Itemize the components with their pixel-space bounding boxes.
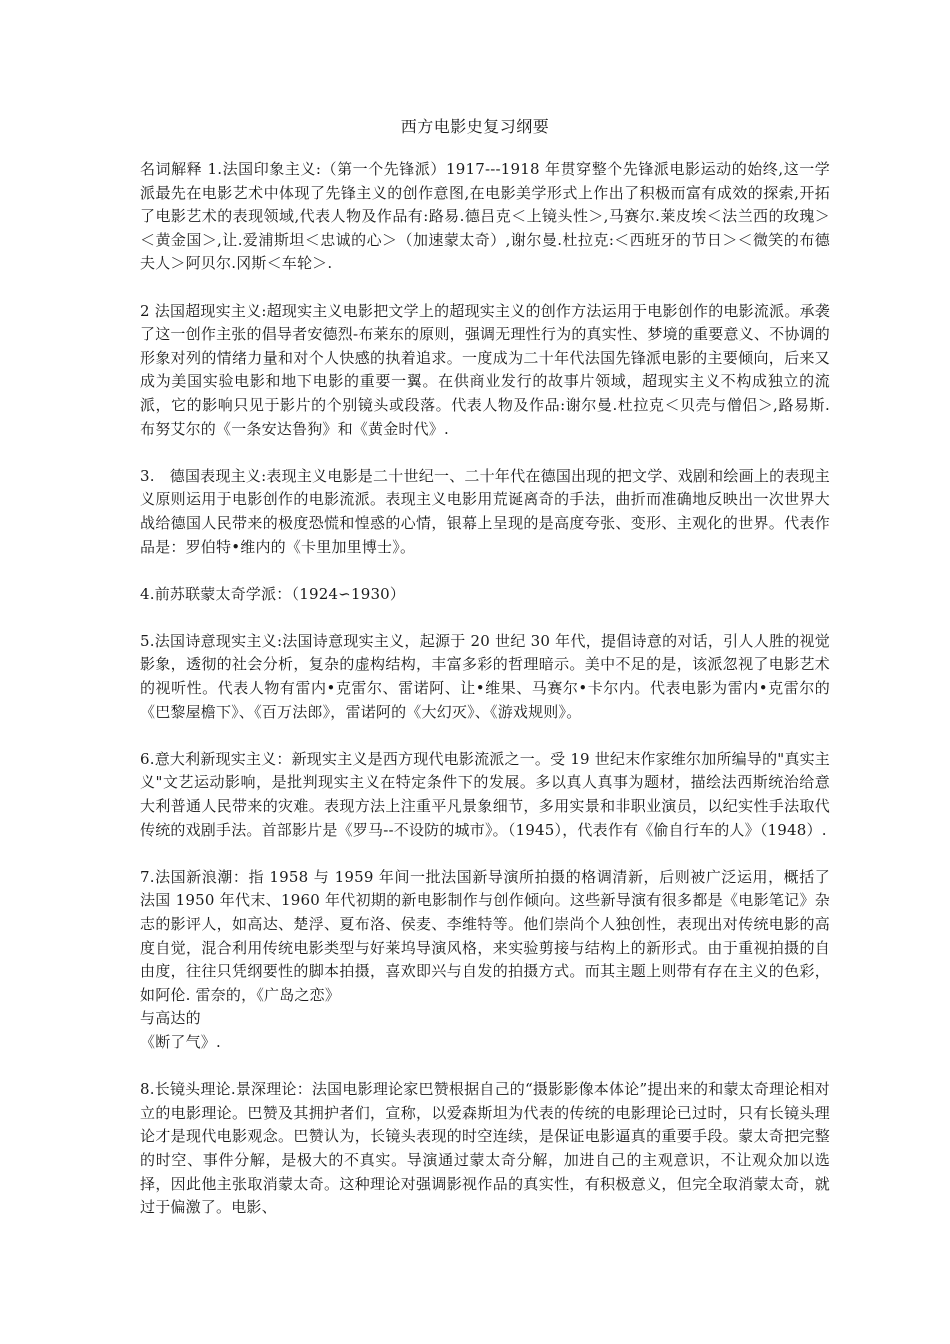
paragraph-soviet-montage: 4.前苏联蒙太奇学派：（1924∽1930）: [140, 584, 406, 603]
paragraph-french-surrealism: 2 法国超现实主义:超现实主义电影把文学上的超现实主义的创作方法运用于电影创作的电影流派。承袭了这一创作主张的倡导者安德烈-布莱东的原则，强调无理性行为的真实性、梦境的重要意义、不协调的形象对列的情绪力量和对个人快感的执着追求。一度成为二十年代法国先锋派电影的主要倾向，后来又成为美国实验电影和地下电影的重要一翼。在供商业发行的故事片领域，超现实主义不构成独立的流派，它的影响只见于影片的个别镜头或段落。代表人物及作品:谢尔曼.杜拉克＜贝壳与僧侣＞,路易斯. 布努艾尔的《一条安达鲁狗》和《黄金时代》.: [140, 301, 835, 438]
document-body: [140, 158, 835, 1243]
paragraph-french-new-wave: 7.法国新浪潮：指 1958 与 1959 年间一批法国新导演所拍摄的格调清新，后则被广泛运用，概括了法国 1950 年代末、1960 年代初期的新电影制作与创作倾向。这些新导演有很多都是《电影笔记》杂志的影评人，如高达、楚浮、夏布洛、侯麦、李维特等。他们崇尚个人独创性，表现出对传统电影的高度自觉，混合利用传统电影类型与好莱坞导演风格，来实验剪接与结构上的新形式。由于重视拍摄的自由度，往往只凭纲要性的脚本拍摄，喜欢即兴与自发的拍摄方式。而其主题上则带有存在主义的色彩，如阿伦. 雷奈的，《广岛之恋》: [140, 867, 830, 1004]
paragraph-italian-neorealism: 6.意大利新现实主义：新现实主义是西方现代电影流派之一。受 19 世纪末作家维尔加所编导的"真实主义"文艺运动影响，是批判现实主义在特定条件下的发展。多以真人真事为题材，描绘法西斯统治给意大利普通人民带来的灾难。表现方法上注重平凡景象细节，多用实景和非职业演员，以纪实性手法取代传统的戏剧手法。首部影片是《罗马--不设防的城市》。（1945），代表作有《偷自行车的人》（1948）.: [140, 749, 830, 839]
paragraph-long-take-theory: 8.长镜头理论.景深理论：法国电影理论家巴赞根据自己的“摄影影像本体论”提出来的和蒙太奇理论相对立的电影理论。巴赞及其拥护者们，宣称，以爱森斯坦为代表的传统的电影理论已过时，只有长镜头理论才是现代电影观念。巴赞认为，长镜头表现的时空连续，是保证电影逼真的重要手段。蒙太奇把完整的时空、事件分解，是极大的不真实。导演通过蒙太奇分解，加进自己的主观意识，不让观众加以选择，因此他主张取消蒙太奇。这种理论对强调影视作品的真实性，有积极意义，但完全取消蒙太奇，就过于偏激了。电影、: [140, 1080, 830, 1217]
paragraph-poetic-realism: 5.法国诗意现实主义:法国诗意现实主义，起源于 20 世纪 30 年代，提倡诗意的对话，引人人胜的视觉影象，透彻的社会分析，复杂的虚构结构，丰富多彩的哲理暗示。美中不足的是，该派忽视了电影艺术的视听性。代表人物有雷内•克雷尔、雷诺阿、让•维果、马赛尔•卡尔内。代表电影为雷内•克雷尔的《巴黎屋檐下》、《百万法郎》，雷诺阿的《大幻灭》、《游戏规则》。: [140, 631, 830, 721]
paragraph-german-expressionism: 3. 德国表现主义:表现主义电影是二十世纪一、二十年代在德国出现的把文学、戏剧和绘画上的表现主义原则运用于电影创作的电影流派。表现主义电影用荒诞离奇的手法，曲折而准确地反映出一次世界大战给德国人民带来的极度恐慌和惶惑的心情，银幕上呈现的是高度夸张、变形、主观化的世界。代表作品是：罗伯特•维内的《卡里加里博士》。: [140, 466, 830, 556]
document-title: 西方电影史复习纲要: [400, 117, 550, 136]
paragraph-french-impressionism: 名词解释 1.法国印象主义:（第一个先锋派）1917---1918 年贯穿整个先锋派电影运动的始终,这一学派最先在电影艺术中体现了先锋主义的创作意图,在电影美学形式上作出了积极而富有成效的探索,开拓了电影艺术的表现领域,代表人物及作品有:路易.德吕克＜上镜头性＞,马赛尔.莱皮埃＜法兰西的玫瑰＞＜黄金国＞,让.爱浦斯坦＜忠诚的心＞（加速蒙太奇）,谢尔曼.杜拉克:＜西班牙的节日＞＜微笑的布德夫人＞阿贝尔.冈斯＜车轮＞.: [140, 160, 830, 273]
paragraph-new-wave-breathless: 《断了气》.: [140, 1032, 221, 1051]
paragraph-new-wave-continued: 与高达的: [140, 1009, 201, 1028]
